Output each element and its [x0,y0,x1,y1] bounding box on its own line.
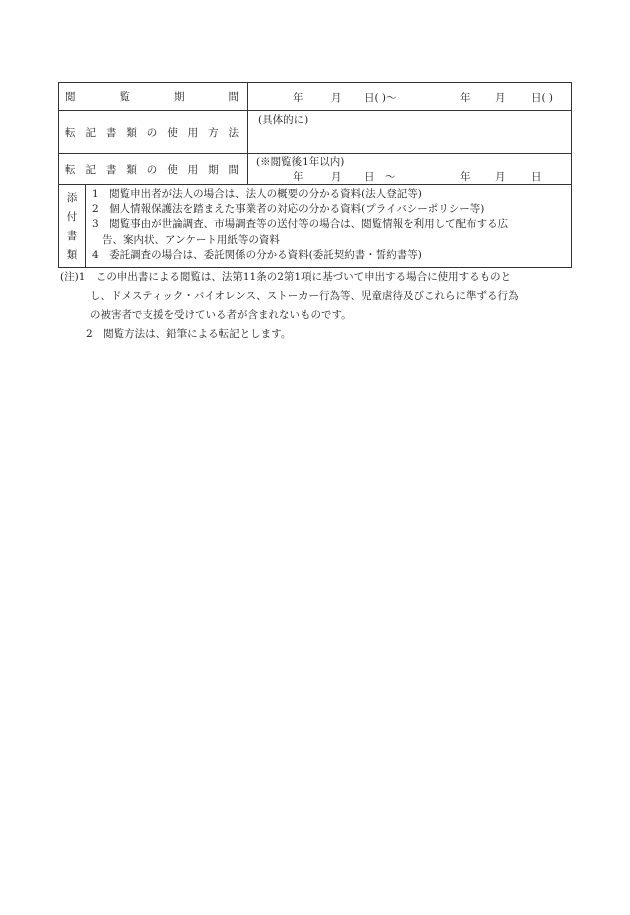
row-usage-period [59,154,572,185]
note-1-line-3: の被害者で支援を受けている者が含まれないものです。 [90,309,352,321]
usage-period-field[interactable]: (※閲覧後1年以内) 年 月 日 〜 年 月 日 [248,154,572,185]
row-attachments [59,185,572,268]
viewing-period-value[interactable]: 年 月 日( )〜 年 月 日( ) [248,83,572,111]
list-item: 2 個人情報保護法を踏まえた事業者の対応の分かる資料(プライバシーポリシー等) [92,203,485,216]
row-viewing-period [59,83,572,111]
row-transcription-method [59,111,572,154]
notes-section [60,268,580,344]
note-1-line-1: (注)1 この申出書による閲覧は、法第11条の2第1項に基づいて申出する場合に使用するものと [60,271,512,283]
transcription-method-label: 転 記 書 類 の 使 用 方 法 [59,111,248,154]
list-item: 4 委託調査の場合は、委託関係の分かる資料(委託契約書・誓約書等) [92,248,422,261]
list-item-continued: 告、案内状、アンケート用紙等の資料 [102,233,280,246]
usage-period-note: (※閲覧後1年以内) [256,156,345,168]
transcription-method-hint: (具体的に) [258,114,309,126]
attachments-label: 添 付 書 類 [59,185,86,267]
list-item: 3 閲覧事由が世論調査、市場調査等の送付等の場合は、閲覧情報を利用して配布する広 [92,218,509,231]
transcription-method-field[interactable] [248,111,572,154]
viewing-period-label: 閲 覧 期 間 [59,83,248,111]
note-1-line-2: し、ドメスティック・バイオレンス、ストーカー行為等、児童虐待及びこれらに準ずる行為 [90,290,519,302]
attachments-list [86,185,571,267]
list-item: 1 閲覧申出者が法人の場合は、法人の概要の分かる資料(法人登記等) [92,188,422,200]
usage-period-label: 転 記 書 類 の 使 用 期 間 [59,154,248,185]
attachments-cell [59,185,572,268]
application-form-table [58,82,572,268]
note-2: 2 閲覧方法は、鉛筆による転記とします。 [86,328,292,340]
